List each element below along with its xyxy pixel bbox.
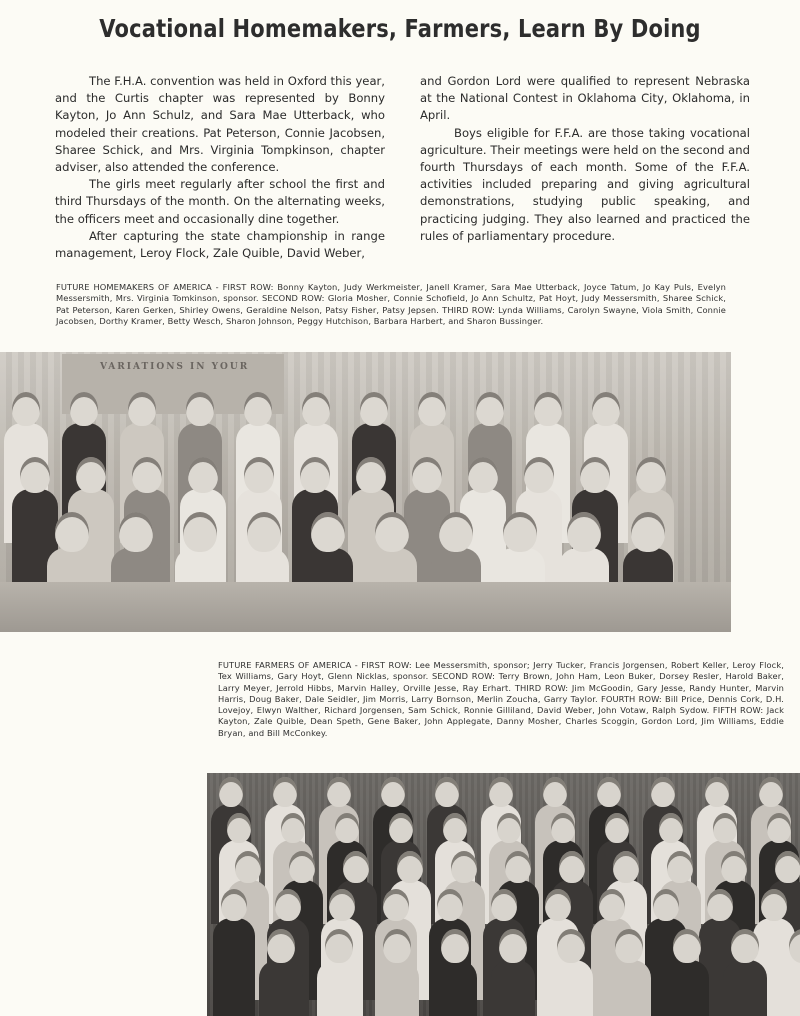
bulletin-board-text: VARIATIONS IN YOUR xyxy=(100,362,250,372)
article-paragraph: and Gordon Lord were qualified to represent Nebraska at the National Contest in Oklahoma City, Oklahoma, in April. xyxy=(420,74,750,123)
article-right-column xyxy=(420,73,750,245)
ffa-group-photo xyxy=(207,773,800,1016)
article-paragraph: The F.H.A. convention was held in Oxford this year, and the Curtis chapter was represented by Bonny Kayton, Jo Ann Schulz, and Sara Mae Utterback, who modeled their creations. Pat Peterson, Connie Jacobsen, Sharee Schick, and Mrs. Virginia Tompkinson, chapter adviser, also attended the conference. xyxy=(55,74,385,175)
page-title: Vocational Homemakers, Farmers, Learn By Doing xyxy=(99,14,701,43)
article-paragraph: Boys eligible for F.F.A. are those taking vocational agriculture. Their meetings were held on the second and fourth Thursdays of each month. Some of the F.F.A. activities included preparing and giving agricultural demonstrations, studying public speaking, and practicing judging. They also learned and practiced the rules of parliamentary procedure. xyxy=(420,125,750,243)
ffa-photo-caption: FUTURE FARMERS OF AMERICA - FIRST ROW: Lee Messersmith, sponsor; Jerry Tucker, Francis Jorgensen, Robert Keller, Leroy Flock, Tex Williams, Gary Hoyt, Glenn Nicklas, sponsor. SECOND ROW: Terry Brown, John Ham, Leon Buker, Dorsey Resler, Harold Baker, Larry Meyer, Jerrold Hibbs, Marvin Halley, Orville Jesse, Ray Erhart. THIRD ROW: Jim McGoodin, Gary Jesse, Randy Hunter, Marvin Harris, Doug Baker, Dale Seidler, Jim Morris, Larry Bornson, Merlin Zoucha, Garry Taylor. FOURTH ROW: Bill Price, Dennis Cork, D.H. Lovejoy, Elwyn Walther, Richard Jorgensen, Sam Schick, Ronnie Gilliland, David Weber, John Votaw, Ralph Sydow. FIFTH ROW: Jack Kayton, Zale Quible, Dean Speth, Gene Baker, John Applegate, Danny Mosher, Charles Scoggin, Gordon Lord, Jim Williams, Eddie Bryan, and Bill McConkey. xyxy=(218,660,784,738)
fha-photo-caption: FUTURE HOMEMAKERS OF AMERICA - FIRST ROW: Bonny Kayton, Judy Werkmeister, Janell Kramer, Sara Mae Utterback, Joyce Tatum, Jo Kay Puls, Evelyn Messersmith, Mrs. Virginia Tomkinson, sponsor. SECOND ROW: Gloria Mosher, Connie Schofield, Jo Ann Schultz, Pat Hoyt, Judy Messersmith, Sharee Schick, Pat Peterson, Karen Gerken, Shirley Owens, Geraldine Nelson, Patsy Fisher, Patsy Jepsen. THIRD ROW: Lynda Williams, Carolyn Swayne, Viola Smith, Connie Jacobsen, Dorthy Kramer, Betty Wesch, Sharon Johnson, Peggy Hutchison, Barbara Harbert, and Sharon Bussinger. xyxy=(56,282,726,326)
fha-group-photo xyxy=(0,352,731,632)
article-paragraph: After capturing the state championship in range management, Leroy Flock, Zale Quible, David Weber, xyxy=(55,228,385,261)
table xyxy=(0,582,731,632)
article-left-column xyxy=(55,73,385,262)
article-paragraph: The girls meet regularly after school the first and third Thursdays of the month. On the alternating weeks, the officers meet and occasionally dine together. xyxy=(55,177,385,226)
